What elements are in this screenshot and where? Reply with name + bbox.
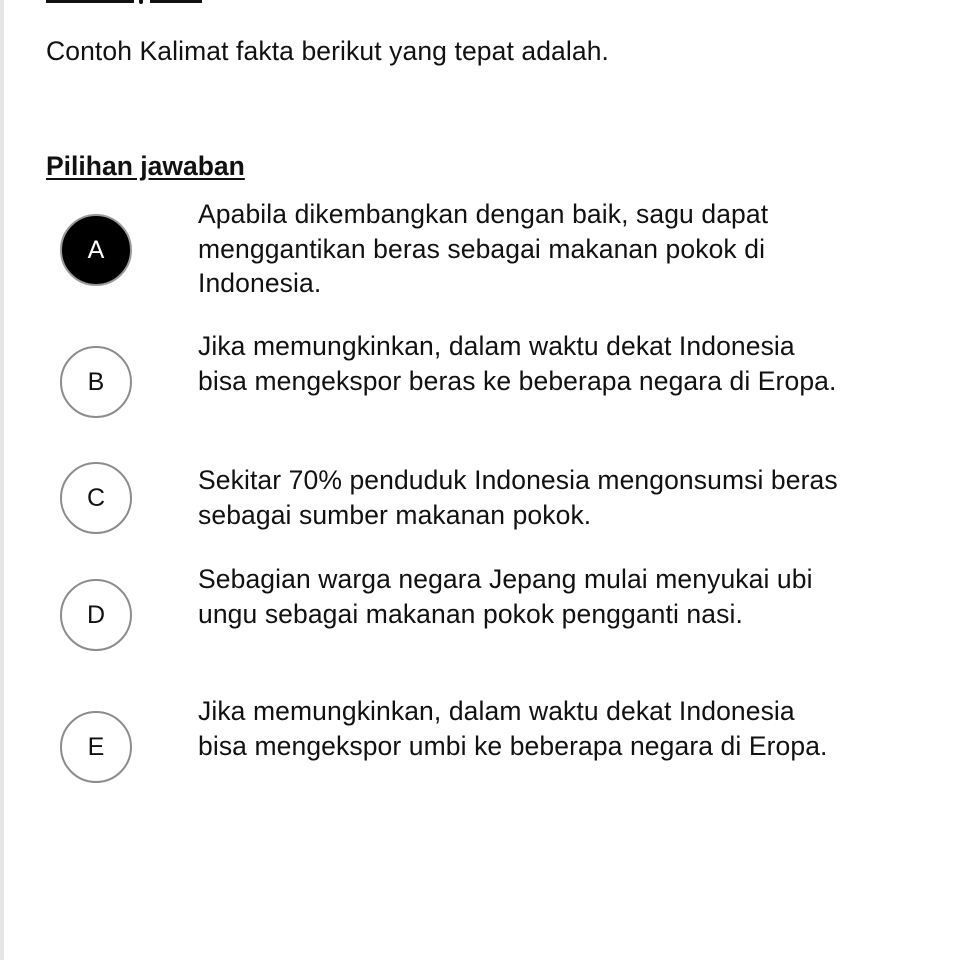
option-letter: C [86, 483, 106, 512]
option-letter: E [87, 732, 105, 761]
option-letter-circle[interactable] [60, 214, 132, 286]
left-edge-strip [0, 0, 4, 960]
options-heading: Pilihan jawaban [46, 151, 245, 181]
option-letter: A [87, 235, 105, 264]
glyph-descender-fragment [139, 0, 143, 4]
option-text[interactable]: Sekitar 70% penduduk Indonesia mengonsumsi beras sebagai sumber makanan pokok. [198, 465, 838, 530]
question-text: Contoh Kalimat fakta berikut yang tepat adalah. [46, 36, 610, 66]
underline-fragment [46, 0, 134, 3]
option-letter: B [87, 367, 105, 396]
option-letter-circle[interactable] [60, 711, 132, 783]
option-letter-circle[interactable] [60, 579, 132, 651]
option-letter: D [86, 600, 106, 629]
option-text[interactable]: Jika memungkinkan, dalam waktu dekat Indonesia bisa mengekspor beras ke beberapa negara di Eropa. [198, 331, 837, 396]
option-letter-circle[interactable] [60, 462, 132, 534]
option-letter-circle[interactable] [60, 346, 132, 418]
option-text[interactable]: Sebagian warga negara Jepang mulai menyukai ubi ungu sebagai makanan pokok pengganti nasi. [198, 564, 813, 629]
option-text[interactable]: Apabila dikembangkan dengan baik, sagu dapat menggantikan beras sebagai makanan pokok di Indonesia. [198, 199, 769, 298]
underline-fragment [150, 0, 202, 3]
option-text[interactable]: Jika memungkinkan, dalam waktu dekat Indonesia bisa mengekspor umbi ke beberapa negara di Eropa. [198, 696, 828, 761]
previous-content-fragment [46, 0, 202, 4]
